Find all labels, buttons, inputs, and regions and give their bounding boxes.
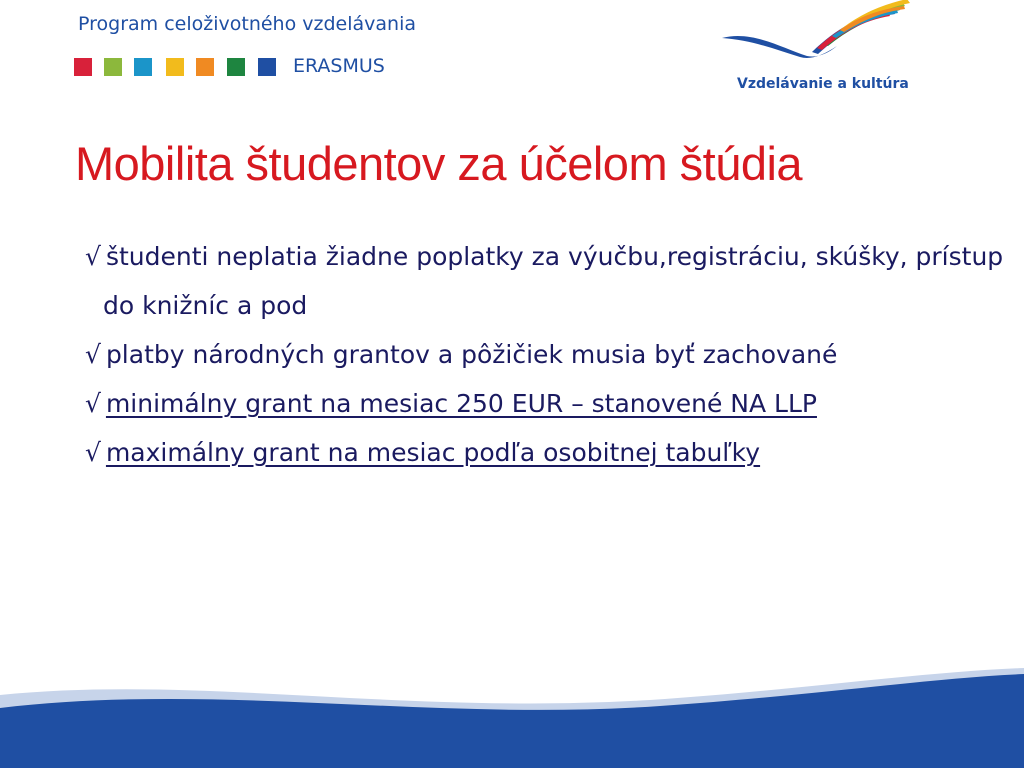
program-title: Program celoživotného vzdelávania [78, 13, 416, 35]
bullet-list [85, 232, 1005, 477]
list-item [85, 428, 1005, 477]
square-green [104, 58, 122, 76]
check-icon: √ [85, 242, 101, 271]
check-icon: √ [85, 438, 101, 467]
square-darkgreen [227, 58, 245, 76]
list-item [85, 379, 1005, 428]
list-item [85, 232, 1005, 330]
slide-title: Mobilita študentov za účelom štúdia [75, 137, 803, 190]
check-icon: √ [85, 340, 101, 369]
list-item [85, 330, 1005, 379]
footer-wave [0, 660, 1024, 768]
bullet-link-max-grant[interactable]: maximálny grant na mesiac podľa osobitnej tabuľky [105, 438, 761, 467]
square-orange [196, 58, 214, 76]
erasmus-label: ERASMUS [293, 55, 385, 77]
square-cyan [134, 58, 152, 76]
square-blue [258, 58, 276, 76]
bullet-link-min-grant[interactable]: minimálny grant na mesiac 250 EUR – stanovené NA LLP [105, 389, 817, 418]
bullet-text: platby národných grantov a pôžičiek musia byť zachované [105, 340, 838, 369]
bullet-text: študenti neplatia žiadne poplatky za výučbu,registráciu, skúšky, prístup do knižníc a pod [103, 242, 1004, 320]
square-yellow [166, 58, 184, 76]
eu-education-culture-logo-icon [712, 0, 922, 80]
square-red [74, 58, 92, 76]
logo-caption: Vzdelávanie a kultúra [737, 76, 909, 92]
check-icon: √ [85, 389, 101, 418]
